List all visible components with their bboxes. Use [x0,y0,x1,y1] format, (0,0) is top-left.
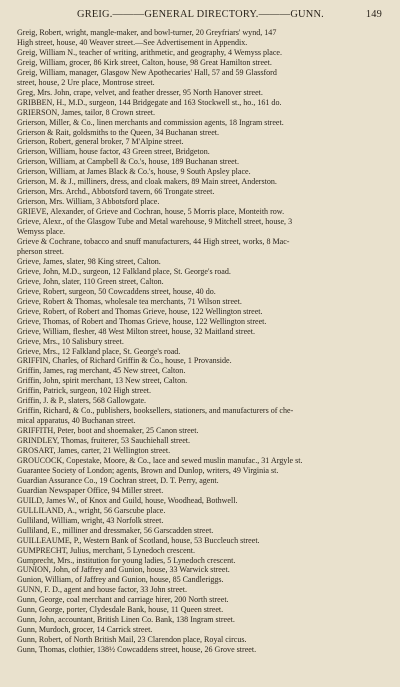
directory-entry [17,585,384,595]
entry-continuation-line: pherson street. [17,246,64,256]
header-title: GREIG.———GENERAL DIRECTORY.———GUNN. [77,9,324,20]
entry-line: Griffin, James, rag merchant, 45 New street, Calton. [17,366,186,376]
entry-continuation-line: Wemyss place. [17,227,66,237]
entry-line: Gulliland, William, wright, 43 Norfolk street. [17,515,164,525]
directory-entry [17,516,384,526]
entry-line: Gunn, Robert, of North British Mail, 23 Clarendon place, Royal circus. [17,635,247,645]
directory-entry [17,615,384,625]
directory-entry [17,108,384,118]
entry-line: Guarantee Society of London; agents, Brown and Dunlop, writers, 49 Virginia st. [17,465,279,475]
directory-entry [17,187,384,197]
entry-continuation-line: mical apparatus, 40 Buchanan street. [17,416,136,426]
entry-line: Guardian Newspaper Office, 94 Miller street. [17,485,164,495]
directory-entry [17,645,384,655]
entry-line: Greg, Mrs. John, crape, velvet, and feather dresser, 95 North Hanover street. [17,87,263,97]
entry-line: Grieve, Robert, surgeon, 50 Cowcaddens street, house, 40 do. [17,286,216,296]
entry-line: Grieve, John, slater, 110 Green street, Calton. [17,276,164,286]
directory-entry [17,526,384,536]
directory-entry [17,436,384,446]
directory-entry [17,496,384,506]
entry-line: Gunion, William, of Jaffrey and Gunion, house, 85 Candleriggs. [17,575,224,585]
directory-entry [17,625,384,635]
entry-line: GUNION, John, of Jaffrey and Gunion, house, 33 Warwick street. [17,565,230,575]
entry-line: Grieve, William, flesher, 48 West Milton street, house, 32 Maitland street. [17,326,255,336]
directory-entry [17,157,384,167]
directory-entry [17,167,384,177]
directory-entry [17,386,384,396]
directory-entry [17,137,384,147]
directory-entry [17,356,384,366]
directory-entry [17,177,384,187]
directory-entry [17,536,384,546]
directory-entry [17,267,384,277]
directory-entry [17,307,384,317]
directory-entry [17,565,384,575]
directory-entry [17,118,384,128]
entry-line: Griffin, J. & P., slaters, 568 Gallowgate. [17,396,147,406]
page-number: 149 [365,9,382,20]
entry-line: Grieve, Robert, of Robert and Thomas Grieve, house, 122 Wellington street. [17,306,263,316]
entry-line: Gunn, Murdoch, grocer, 14 Carrick street. [17,625,153,635]
entry-line: GRIEVE, Alexander, of Grieve and Cochran, house, 5 Morris place, Monteith row. [17,207,285,217]
entry-line: Grieve & Cochrane, tobacco and snuff manufacturers, 44 High street, works, 8 Mac- [17,237,290,247]
directory-entry [17,207,384,217]
entry-continuation-line: High street, house, 40 Weaver street.—See Advertisement in Appendix. [17,37,248,47]
entry-line: Guardian Assurance Co., 19 Cochran street, D. T. Perry, agent. [17,475,219,485]
entry-line: Grierson & Rait, goldsmiths to the Queen, 34 Buchanan street. [17,127,220,137]
directory-entry [17,347,384,357]
entry-line: Grierson, Robert, general broker, 7 M'Alpine street. [17,137,184,147]
directory-entry [17,595,384,605]
entry-line: Gunn, John, accountant, British Linen Co. Bank, 138 Ingram street. [17,615,235,625]
directory-entry [17,88,384,98]
directory-entry [17,147,384,157]
entry-line: GRINDLEY, Thomas, fruiterer, 53 Sauchiehall street. [17,436,191,446]
directory-entry [17,426,384,436]
directory-entry [17,635,384,645]
entry-line: Grierson, Mrs. William, 3 Abbotsford place. [17,197,160,207]
directory-entry [17,58,384,68]
directory-entry [17,605,384,615]
directory-entry [17,506,384,516]
entry-line: Grierson, William, house factor, 43 Green street, Bridgeton. [17,147,210,157]
entry-line: GUMPRECHT, Julius, merchant, 5 Lynedoch crescent. [17,545,195,555]
directory-entry [17,327,384,337]
entry-line: Gumprecht, Mrs., institution for young ladies, 5 Lynedoch crescent. [17,555,236,565]
entry-line: Griffin, Patrick, surgeon, 102 High street. [17,386,152,396]
entry-line: Grieve, Robert & Thomas, wholesale tea merchants, 71 Wilson street. [17,296,242,306]
directory-entry [17,406,384,426]
entry-line: GUILD, James W., of Knox and Guild, house, Woodhead, Bothwell. [17,495,238,505]
directory-entry [17,28,384,48]
directory-entry [17,197,384,207]
entry-line: Grierson, William, at James Black & Co.'s, house, 9 South Apsley place. [17,167,251,177]
directory-entry [17,556,384,566]
directory-entry [17,486,384,496]
directory-entry [17,237,384,257]
entry-line: Grierson, Miller, & Co., linen merchants and commission agents, 18 Ingram street. [17,117,284,127]
entry-line: Greig, Robert, wright, mangle-maker, and bowl-turner, 20 Greyfriars' wynd, 147 [17,28,277,37]
entry-line: GRIBBEN, H., M.D., surgeon, 144 Bridgegate and 163 Stockwell st., ho., 161 do. [17,97,282,107]
entry-line: Gunn, George, coal merchant and carriage hirer, 200 North street. [17,595,229,605]
directory-entry [17,257,384,267]
entry-line: GRIFFIN, Charles, of Richard Griffin & Co., house, 1 Provanside. [17,356,232,366]
directory-entries [17,28,384,655]
directory-entry [17,277,384,287]
entry-line: Grieve, Mrs., 12 Falkland place, St. George's road. [17,346,181,356]
directory-entry [17,98,384,108]
entry-line: Gunn, Thomas, clothier, 138½ Cowcaddens street, house, 26 Grove street. [17,645,257,655]
entry-line: Grieve, Alexr., of the Glasgow Tube and Metal warehouse, 9 Mitchell street, house, 3 [17,217,293,227]
entry-line: Greig, William, manager, Glasgow New Apothecaries' Hall, 57 and 59 Glassford [17,67,277,77]
entry-continuation-line: street, house, 2 Ure place, Montrose street. [17,77,155,87]
entry-line: Gunn, George, porter, Clydesdale Bank, house, 11 Queen street. [17,605,224,615]
directory-entry [17,446,384,456]
entry-line: GROSART, James, carter, 21 Wellington street. [17,446,171,456]
entry-line: Grieve, John, M.D., surgeon, 12 Falkland place, St. George's road. [17,266,231,276]
entry-line: GUILLEAUME, P., Western Bank of Scotland, house, 53 Buccleuch street. [17,535,260,545]
directory-entry [17,48,384,58]
directory-entry [17,68,384,88]
directory-entry [17,337,384,347]
directory-entry [17,396,384,406]
entry-line: Griffin, John, spirit merchant, 13 New street, Calton. [17,376,188,386]
entry-line: Griffin, Richard, & Co., publishers, booksellers, stationers, and manufacturers of che- [17,406,294,416]
entry-line: GROUCOCK, Copestake, Moore, & Co., lace and sewed muslin manufac., 31 Argyle st. [17,455,303,465]
entry-line: Grieve, Mrs., 10 Salisbury street. [17,336,124,346]
directory-entry [17,575,384,585]
directory-entry [17,217,384,237]
entry-line: Greig, William, grocer, 86 Kirk street, Calton, house, 98 Great Hamilton street. [17,57,272,67]
directory-entry [17,466,384,476]
directory-entry [17,297,384,307]
entry-line: Grierson, William, at Campbell & Co.'s, house, 189 Buchanan street. [17,157,240,167]
entry-line: GRIERSON, James, tailor, 8 Crown street. [17,107,156,117]
entry-line: Grieve, Thomas, of Robert and Thomas Grieve, house, 122 Wellington street. [17,316,267,326]
entry-line: GULLILAND, A., wright, 56 Garscube place. [17,505,166,515]
running-header [17,9,384,25]
directory-entry [17,287,384,297]
entry-line: Grierson, M. & J., milliners, dress, and cloak makers, 89 Main street, Anderston. [17,177,277,187]
entry-line: Grieve, James, slater, 98 King street, Calton. [17,256,161,266]
directory-entry [17,128,384,138]
directory-entry [17,317,384,327]
entry-line: Gulliland, E., milliner and dressmaker, 56 Garscadden street. [17,525,214,535]
entry-line: Greig, William N., teacher of writing, arithmetic, and geography, 4 Wemyss place. [17,47,283,57]
directory-entry [17,366,384,376]
entry-line: Grierson, Mrs. Archd., Abbotsford tavern, 66 Trongate street. [17,187,215,197]
entry-line: GUNN, F. D., agent and house factor, 33 John street. [17,585,187,595]
entry-line: GRIFFITH, Peter, boot and shoemaker, 25 Canon street. [17,426,199,436]
directory-entry [17,376,384,386]
directory-entry [17,546,384,556]
directory-entry [17,476,384,486]
directory-entry [17,456,384,466]
